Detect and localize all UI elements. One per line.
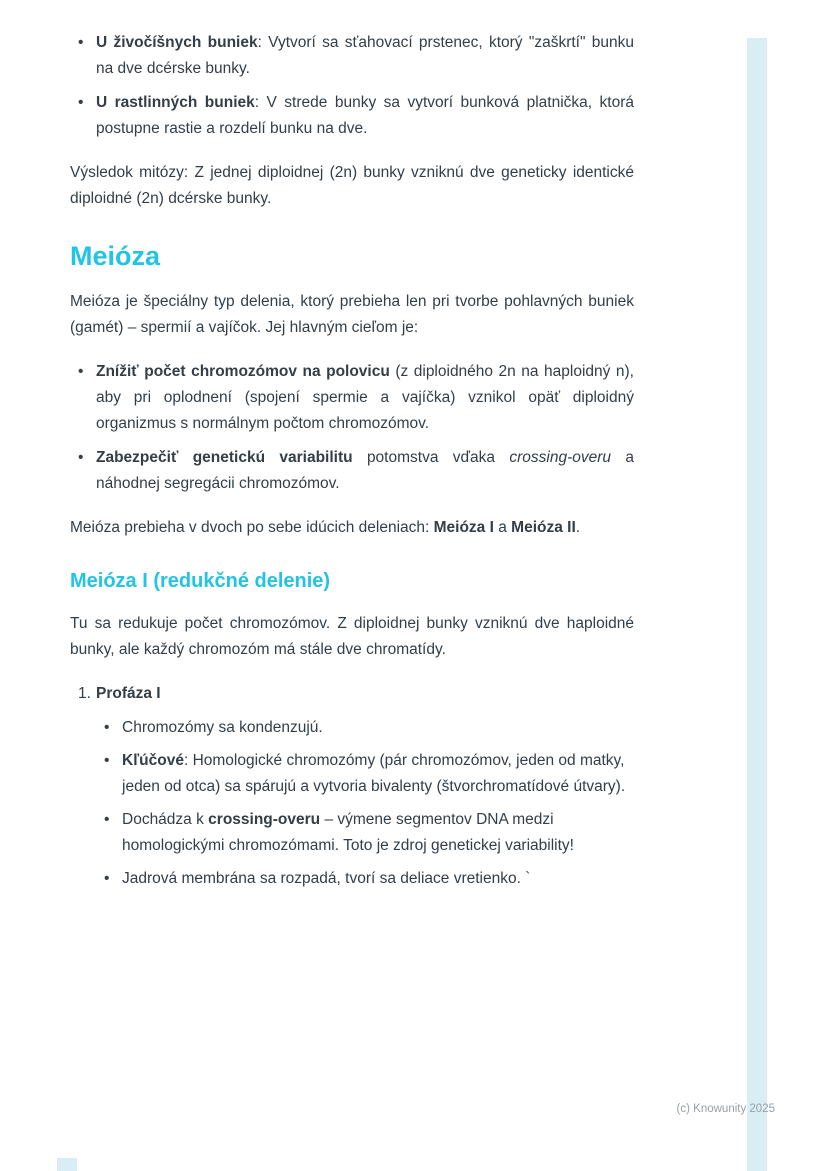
- document-body: [70, 30, 634, 899]
- list-item: [70, 359, 634, 437]
- sub-list-item: • Chromozómy sa kondenzujú.: [96, 715, 634, 741]
- bullet-text: – výmene segmentov DNA medzi homologickými chromozómami. Toto je zdroj genetickej variability!: [122, 811, 574, 854]
- bullet-text: a náhodnej segregácii chromozómov.: [96, 449, 634, 492]
- bullet-bold-lead: Zabezpečiť genetickú variabilitu: [96, 449, 353, 466]
- heading-meioza-1: Meióza I (redukčné delenie): [70, 570, 331, 592]
- phase-title: Profáza I: [96, 685, 161, 702]
- bullet-bold-lead: U rastlinných buniek: [96, 94, 255, 111]
- heading-meioza: Meióza: [70, 241, 161, 271]
- paragraph-text: Meióza prebieha v dvoch po sebe idúcich deleniach:: [70, 519, 434, 536]
- paragraph-text: a: [493, 519, 512, 536]
- bottom-left-accent: [57, 1158, 77, 1171]
- mitosis-bullet-list: [70, 30, 634, 142]
- list-item: [70, 445, 634, 497]
- profaza-sublist: [96, 715, 634, 892]
- paragraph-phases: [70, 515, 634, 541]
- bold-term: crossing-overu: [208, 811, 321, 828]
- list-item: [70, 30, 634, 82]
- list-number: 1.: [78, 685, 91, 702]
- italic-term: crossing-overu: [509, 449, 612, 466]
- bullet-text: : Homologické chromozómy (pár chromozómov, jeden od matky, jeden od otca) sa spárujú a vytvoria bivalenty (štvorchromatídové útvary).: [122, 752, 626, 795]
- paragraph-text: .: [575, 519, 581, 536]
- bold-term: Meióza II: [511, 519, 576, 536]
- paragraph-meiosis1-intro: Tu sa redukuje počet chromozómov. Z diploidnej bunky vzniknú dve haploidné bunky, ale každý chromozóm má stále dve chromatídy.: [70, 615, 634, 658]
- bullet-bold-lead: Kľúčové: [122, 752, 184, 769]
- bullet-bold-lead: Znížiť počet chromozómov na polovicu: [96, 363, 390, 380]
- paragraph-mitosis-result: Výsledok mitózy: Z jednej diploidnej (2n) bunky vzniknú dve geneticky identické diploidné (2n) dcérske bunky.: [70, 164, 634, 207]
- numbered-item-profaza-1: [70, 681, 634, 892]
- bullet-text: potomstva vďaka: [352, 449, 510, 466]
- paragraph-meiosis-intro: Meióza je špeciálny typ delenia, ktorý prebieha len pri tvorbe pohlavných buniek (gamét) – spermií a vajíčok. Jej hlavným cieľom je:: [70, 293, 634, 336]
- bullet-text: Dochádza k: [122, 811, 209, 828]
- bold-term: Meióza I: [433, 519, 494, 536]
- sub-list-item: • Jadrová membrána sa rozpadá, tvorí sa deliace vretienko. `: [96, 866, 634, 892]
- bullet-text: : Vytvorí sa sťahovací prstenec, ktorý "zaškrtí" bunku na dve dcérske bunky.: [96, 34, 634, 77]
- page-edge-accent-bar: [747, 38, 767, 1171]
- bullet-text: : V strede bunky sa vytvorí bunková platnička, ktorá postupne rastie a rozdelí bunku na dve.: [96, 94, 635, 137]
- sub-list-item: [96, 748, 634, 800]
- sub-list-item: [96, 807, 634, 859]
- bullet-text: (z diploidného 2n na haploidný n), aby pri oplodnení (spojení spermie a vajíčka) vznikol opäť diploidný organizmus s normálnym počtom chromozómov.: [96, 363, 634, 432]
- list-item: [70, 90, 634, 142]
- footer-copyright: (c) Knowunity 2025: [676, 1103, 775, 1115]
- bullet-bold-lead: U živočíšnych buniek: [96, 34, 258, 51]
- phases-numbered-list: [70, 681, 634, 892]
- meiosis-goals-list: [70, 359, 634, 497]
